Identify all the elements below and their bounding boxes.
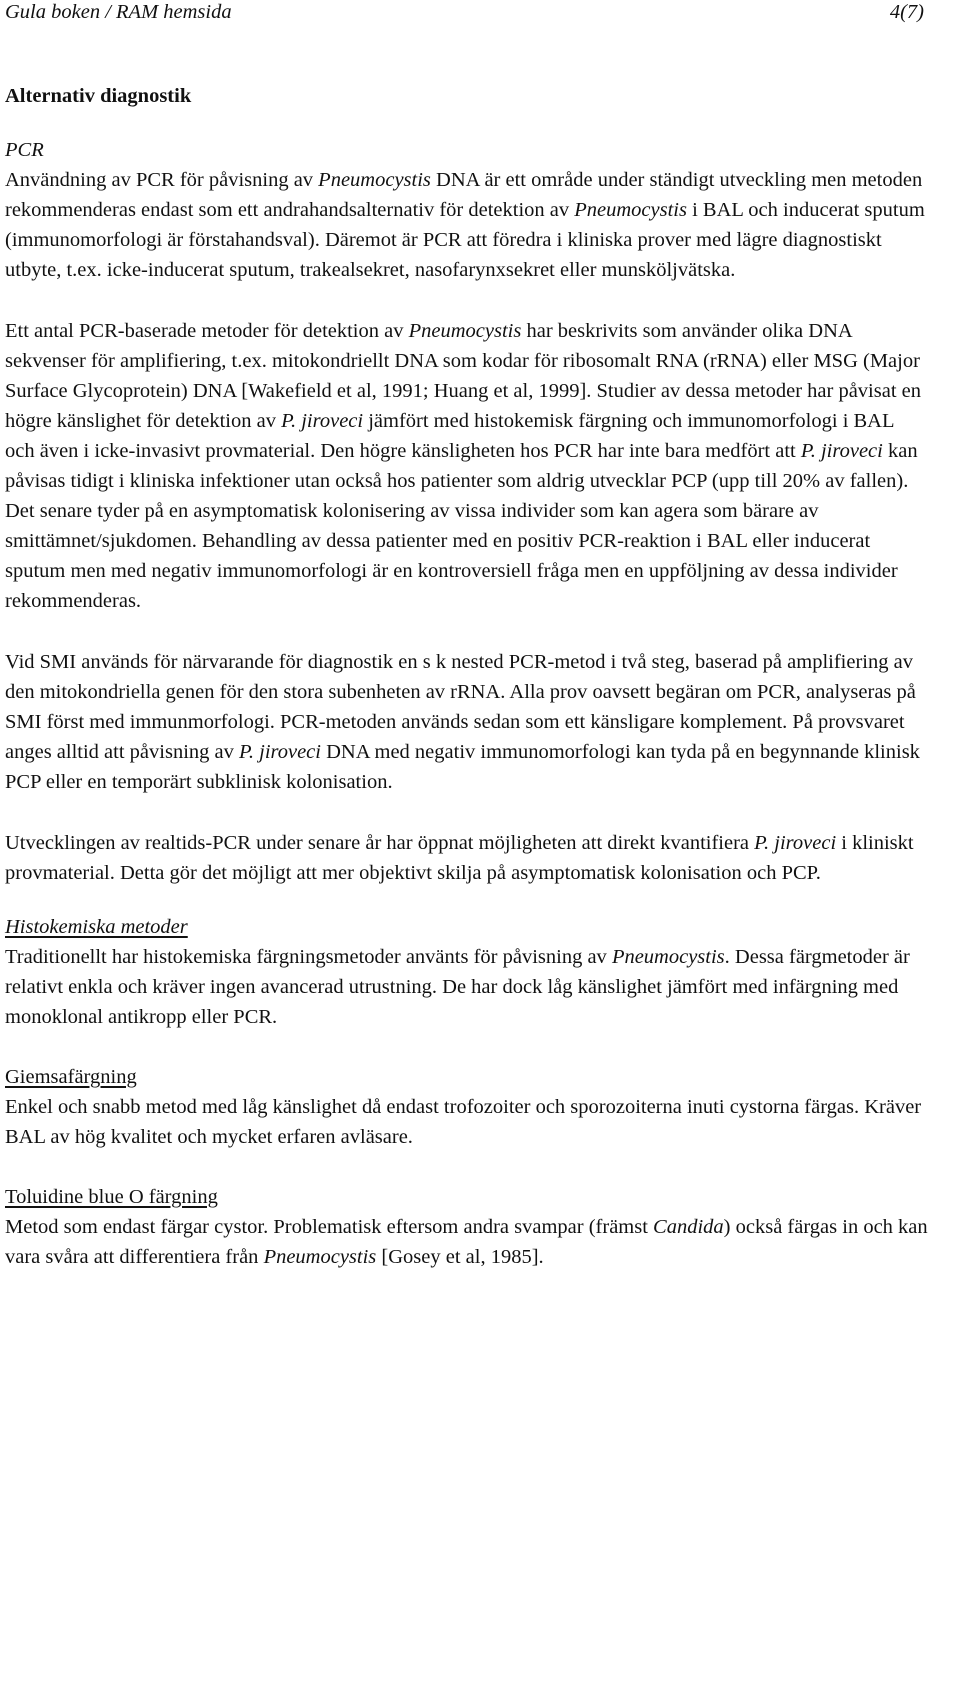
text-run: Ett antal PCR-baserade metoder för detektion av	[5, 320, 409, 342]
page-header	[5, 0, 928, 27]
italic-term: P. jiroveci	[239, 741, 321, 763]
pcr-title: PCR	[5, 139, 44, 161]
histokemiska-title: Histokemiska metoder	[5, 916, 188, 938]
pcr-paragraph-2	[5, 316, 928, 616]
text-run: i kliniskt provmaterial. Detta gör det möjligt att mer objektivt skilja på asymptomatisk kolonisation och PCP.	[5, 832, 914, 884]
pcr-paragraph-1	[5, 165, 928, 285]
text-run: [Gosey et al, 1985].	[376, 1246, 544, 1268]
text-run: ) också färgas in och kan vara svåra att differentiera från	[5, 1216, 928, 1268]
italic-term: Pneumocystis	[408, 320, 522, 342]
text-run: Användning av PCR för påvisning av	[5, 169, 319, 191]
text-run: jämfört med histokemisk färgning och immunomorfologi i BAL och även i icke-invasivt provmaterial. Den högre känsligheten hos PCR har inte bara medfört att	[5, 410, 894, 462]
text-run: Traditionellt har histokemiska färgningsmetoder använts för påvisning av	[5, 946, 612, 968]
text-run: Utvecklingen av realtids-PCR under senare år har öppnat möjligheten att direkt kvantifiera	[5, 832, 755, 854]
text-run: Enkel och snabb metod med låg känslighet då endast trofozoiter och sporozoiterna inuti cystorna färgas. Kräver BAL av hög kvalitet och mycket erfaren avläsare.	[5, 1096, 922, 1148]
text-run: DNA med negativ immunomorfologi kan tyda på en begynnande klinisk PCP eller en temporärt subklinisk kolonisation.	[5, 741, 920, 793]
text-run: Vid SMI används för närvarande för diagnostik en s k nested PCR-metod i två steg, baserad på amplifiering av den mitokondriella genen för den stora subenheten av rRNA. Alla prov oavsett begäran om PCR, analyseras på SMI först med immunmorfologi. PCR-metoden används sedan som ett känsligare komplement. På provsvaret anges alltid att påvisning av	[5, 651, 916, 763]
italic-term: P. jiroveci	[281, 410, 364, 432]
text-run: DNA är ett område under ständigt utveckling men metoden rekommenderas endast som ett andrahandsalternativ för detektion av	[5, 169, 923, 221]
italic-term: Candida	[653, 1216, 724, 1238]
toluidine-paragraph	[5, 1212, 928, 1272]
text-run: kan påvisas tidigt i kliniska infektioner utan också hos patienter som aldrig utvecklar PCP (upp till 20% av fallen). Det senare tyder på en asymptomatisk kolonisering av vissa individer som kan agera som bärare av smittämnet/sjukdomen. Behandling av dessa patienter med en positiv PCR-reaktion i BAL eller inducerat sputum men med negativ immunomorfologi är en kontroversiell fråga men en uppföljning av dessa individer rekommenderas.	[5, 440, 918, 612]
section-heading: Alternativ diagnostik	[5, 85, 192, 107]
text-run: . Dessa färgmetoder är relativt enkla och kräver ingen avancerad utrustning. De har dock låg känslighet jämfört med infärgning med monoklonal antikropp eller PCR.	[5, 946, 910, 1028]
header-source: Gula boken / RAM hemsida	[5, 1, 232, 23]
histokemiska-paragraph	[5, 942, 928, 1032]
italic-term: P. jiroveci	[754, 832, 837, 854]
italic-term: P. jiroveci	[800, 440, 883, 462]
pcr-paragraph-3	[5, 647, 928, 797]
page-number: 4(7)	[889, 1, 924, 23]
text-run: Metod som endast färgar cystor. Problematisk eftersom andra svampar (främst	[5, 1216, 654, 1238]
giemsa-paragraph	[5, 1092, 928, 1152]
text-run: i BAL och inducerat sputum (immunomorfologi är förstahandsval). Däremot är PCR att föredra i kliniska prover med lägre diagnostiskt utbyte, t.ex. icke-inducerat sputum, trakealsekret, nasofarynxsekret eller munsköljvätska.	[5, 199, 925, 281]
italic-term: Pneumocystis	[263, 1246, 377, 1268]
italic-term: Pneumocystis	[611, 946, 725, 968]
text-run: har beskrivits som använder olika DNA sekvenser för amplifiering, t.ex. mitokondriellt DNA som kodar för ribosomalt RNA (rRNA) eller MSG (Major Surface Glycoprotein) DNA [Wakefield et al, 1991; Huang et al, 1999]. Studier av dessa metoder har påvisat en högre känslighet för detektion av	[5, 320, 922, 432]
pcr-paragraph-4	[5, 828, 928, 888]
giemsa-title: Giemsafärgning	[5, 1066, 137, 1088]
italic-term: Pneumocystis	[318, 169, 431, 191]
toluidine-title: Toluidine blue O färgning	[5, 1186, 218, 1208]
italic-term: Pneumocystis	[574, 199, 687, 221]
